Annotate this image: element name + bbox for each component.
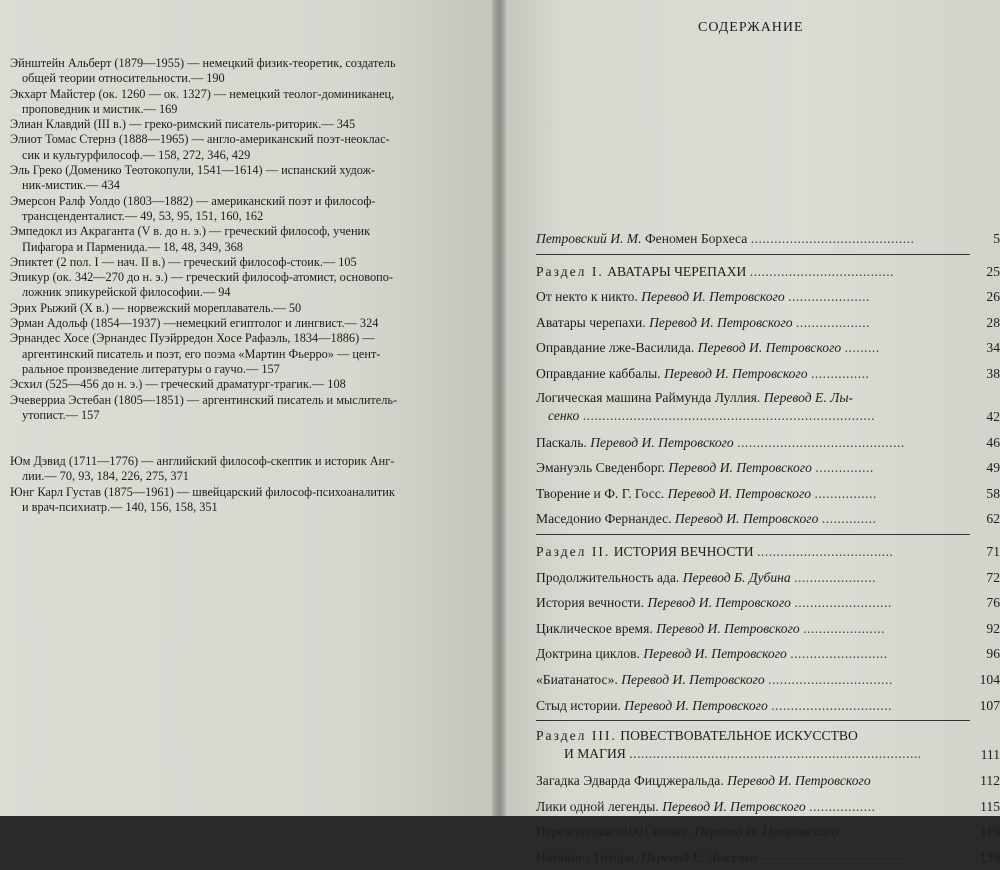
toc-page-number: 71 [986, 543, 1000, 559]
index-line: Эмпедокл из Акраганта (V в. до н. э.) — греческий философ, ученик [10, 224, 371, 239]
toc-row [536, 361, 1000, 387]
toc-translator: Перевод Е. Лы- [763, 389, 854, 405]
toc-row [536, 641, 1000, 667]
index-entry [10, 331, 480, 377]
toc-translator: Перевод И. Петровского [643, 646, 787, 662]
index-line: Элиан Клавдий (III в.) — греко-римский писатель-риторик.— 345 [10, 117, 356, 132]
toc-leader-dots: ........................................................................... [582, 407, 876, 423]
toc-row [536, 310, 1000, 336]
toc-title: СОДЕРЖАНИЕ [698, 20, 804, 35]
toc-row [536, 768, 1000, 794]
toc-leader-dots: ..................................... [749, 263, 895, 279]
toc-page-number: 107 [979, 697, 1000, 713]
toc-entry-title: Лики одной легенды. [536, 798, 659, 814]
toc-leader-dots: ......... [841, 824, 877, 840]
toc-section-label: Раздел III. [536, 728, 617, 744]
toc-translator: Перевод И. Петровского [727, 773, 871, 789]
toc-leader-dots: ...................................... [760, 849, 909, 865]
index-entry [10, 117, 480, 132]
toc-page-number: 112 [980, 773, 1000, 789]
toc-leader-dots: ..................... [788, 289, 870, 305]
index-line: ральное произведение литературы о гаучо.— 157 [22, 361, 280, 376]
toc-leader-dots: ........................................... [737, 434, 905, 450]
toc-row [536, 565, 1000, 591]
toc-translator: Перевод И. Петровского [647, 595, 791, 611]
toc-entry-title: Переводчики «1001 ночи». [536, 824, 692, 840]
toc-leader-dots: ..................... [794, 569, 876, 585]
toc-row [536, 667, 1000, 693]
toc-entry-title: История вечности. [536, 595, 645, 611]
toc-entry-title: Творение и Ф. Г. Госс. [536, 485, 665, 501]
toc-row [536, 430, 1000, 456]
index-line: сик и культурфилософ.— 158, 272, 346, 429 [22, 147, 251, 162]
toc-entry-title: Продолжительность ада. [536, 569, 680, 585]
toc-translator: Перевод И. Петровского [590, 434, 734, 450]
index-line: Юнг Карл Густав (1875—1961) — швейцарский философ-психоаналитик [10, 484, 395, 499]
toc-translator: сенко [548, 407, 580, 423]
toc-translator: Перевод И. Петровского [697, 340, 842, 356]
index-line: Эрих Рыжий (X в.) — норвежский мореплаватель.— 50 [10, 300, 302, 315]
toc-row [536, 284, 1000, 310]
index-line: Эмерсон Ралф Уолдо (1803—1882) — американский поэт и философ- [10, 193, 376, 208]
index-line: утопист.— 157 [22, 407, 100, 422]
index-entry [10, 316, 480, 331]
index-entry [10, 224, 480, 255]
toc-leader-dots: .............. [821, 511, 877, 527]
index-entry [10, 301, 480, 316]
toc-leader-dots: ............................... [771, 697, 893, 713]
toc-page-number: 115 [980, 798, 1000, 814]
toc-page-number: 96 [986, 646, 1000, 662]
toc-entry-title: Логическая машина Раймунда Луллия. [536, 389, 761, 405]
index-line: ложник эпикурейской философии.— 94 [22, 285, 231, 300]
index-entry [10, 270, 480, 301]
toc-page-number: 46 [986, 434, 1000, 450]
toc-row [536, 481, 1000, 507]
toc-leader-dots: ................. [809, 798, 876, 814]
section-rule [536, 720, 970, 721]
toc-entry-title: Аватары черепахи. [536, 314, 646, 330]
index-line: Эпикур (ок. 342—270 до н. э.) — греческий философ-атомист, основопо- [10, 270, 393, 285]
index-entry [10, 87, 480, 118]
toc-section-title: ИСТОРИЯ ВЕЧНОСТИ [613, 543, 754, 559]
toc-section-label: Раздел I. [536, 263, 604, 279]
toc-section-title: И МАГИЯ [564, 746, 626, 762]
index-line: общей теории относительности.— 190 [22, 71, 225, 86]
toc-page-number: 28 [986, 314, 1000, 330]
toc-entry-title: Оправдание лже-Василида. [536, 340, 695, 356]
toc-page-number: 104 [979, 671, 1000, 687]
toc-translator: Перевод И. Петровского [624, 697, 768, 713]
toc-entry-title: Эмануэль Сведенборг. [536, 460, 665, 476]
toc-translator: Перевод И. Петровского [668, 460, 812, 476]
toc-translator: Перевод И. Петровского [674, 511, 819, 527]
index-line: трансценденталист.— 49, 53, 95, 151, 160, 162 [22, 208, 264, 223]
toc-entry-title: Маседонио Фернандес. [536, 511, 672, 527]
toc-page-number: 139 [979, 849, 1000, 865]
index-entry [10, 485, 480, 516]
index-entry [10, 194, 480, 225]
left-page [0, 0, 498, 816]
toc-section-title: АВАТАРЫ ЧЕРЕПАХИ [607, 263, 747, 279]
toc-leader-dots: ................................... [757, 543, 894, 559]
toc-translator: Перевод И. Петровского [649, 314, 793, 330]
toc-page-number: 38 [986, 365, 1000, 381]
toc-row [536, 387, 1000, 430]
toc-leader-dots: ................ [814, 485, 877, 501]
toc-page-number: 42 [986, 408, 1000, 424]
toc-section-label: Раздел II. [536, 543, 611, 559]
toc-page-number: 76 [986, 595, 1000, 611]
toc-section-row [536, 259, 1000, 285]
toc-page-number: 49 [986, 460, 1000, 476]
toc-row [536, 819, 1000, 845]
toc-translator: Перевод И. Петровского [694, 824, 839, 840]
index-line: Эйнштейн Альберт (1879—1955) — немецкий физик-теоретик, создатель [10, 56, 396, 70]
toc-entry-title: Доктрина циклов. [536, 646, 640, 662]
index-line: Экхарт Майстер (ок. 1260 — ок. 1327) — немецкий теолог-доминиканец, [10, 86, 395, 101]
toc-page-number: 25 [986, 263, 1000, 279]
toc-leader-dots: ........................................................................... [629, 746, 922, 762]
toc-entry-title: Стыд истории. [536, 697, 621, 713]
toc-translator: Перевод И. Петровского [662, 798, 806, 814]
index-line: Юм Дэвид (1711—1776) — английский философ-скептик и историк Анг- [10, 454, 395, 469]
index-line: проповедник и мистик.— 169 [22, 101, 178, 116]
toc-page-number: 92 [986, 620, 1000, 636]
toc-leader-dots: ..................... [803, 620, 885, 636]
toc-page-number: 5 [993, 231, 1000, 246]
index-entry [10, 132, 480, 163]
toc-leader-dots: ............... [815, 460, 874, 476]
toc-entry-title: От некто к никто. [536, 289, 638, 305]
toc-row [536, 616, 1000, 642]
toc-row [536, 693, 1000, 719]
index-line: Эрман Адольф (1854—1937) —немецкий египтолог и лингвист.— 324 [10, 316, 379, 331]
toc-author: Петровский И. М. [536, 231, 642, 246]
toc-entry-title: Натаниел Готорн. [536, 849, 638, 865]
toc-section-row [536, 539, 1000, 565]
toc-leader-dots: ................... [795, 314, 871, 330]
toc-entry-title: Циклическое время. [536, 620, 653, 636]
index-entry [10, 393, 480, 424]
index-line: Эсхил (525—456 до н. э.) — греческий драматург-трагик.— 108 [10, 377, 346, 392]
toc-page-number: 119 [980, 824, 1000, 840]
toc-leader-dots: ............... [810, 365, 870, 381]
table-of-contents [536, 226, 1000, 870]
toc-leader-dots: ................................ [768, 671, 893, 687]
toc-row [536, 226, 1000, 252]
toc-translator: Перевод И. Петровского [641, 289, 785, 305]
name-index [10, 56, 480, 515]
toc-leader-dots: .......................................... [750, 231, 915, 246]
toc-translator: Перевод И. Петровского [621, 671, 765, 687]
toc-entry-title: Феномен Борхеса [644, 231, 748, 246]
toc-leader-dots: ......... [844, 340, 880, 356]
index-line: ник-мистик.— 434 [22, 178, 120, 193]
index-line: Эль Греко (Доменико Теотокопули, 1541—1614) — испанский худож- [10, 163, 376, 178]
toc-page-number: 26 [986, 289, 1000, 305]
toc-entry-title: «Биатанатос». [536, 671, 618, 687]
toc-page-number: 34 [986, 340, 1000, 356]
toc-leader-dots: ......................... [790, 646, 888, 662]
section-gap [10, 423, 480, 454]
toc-row [536, 845, 1000, 870]
index-entry [10, 454, 480, 485]
section-rule [536, 254, 970, 255]
toc-row [536, 590, 1000, 616]
toc-page-number: 72 [986, 569, 1000, 585]
toc-row [536, 794, 1000, 820]
toc-page-number: 62 [986, 511, 1000, 527]
toc-translator: Перевод И. Петровского [656, 620, 800, 636]
index-line: Эпиктет (2 пол. I — нач. II в.) — греческий философ-стоик.— 105 [10, 254, 357, 269]
toc-entry-title: Оправдание каббалы. [536, 365, 661, 381]
toc-translator: Перевод Б. Дубина [682, 569, 791, 585]
right-page [506, 0, 1000, 865]
toc-row [536, 506, 1000, 532]
toc-leader-dots: ......................... [794, 595, 892, 611]
toc-entry-title: Загадка Эдварда Фицджеральда. [536, 773, 724, 789]
index-line: и врач-психиатр.— 140, 156, 158, 351 [22, 500, 218, 515]
toc-page-number: 58 [986, 485, 1000, 501]
toc-section-title: ПОВЕСТВОВАТЕЛЬНОЕ ИСКУССТВО [620, 728, 858, 744]
toc-translator: Перевод И. Петровского [664, 365, 808, 381]
toc-row [536, 335, 1000, 361]
toc-row [536, 455, 1000, 481]
index-line: Элиот Томас Стернз (1888—1965) — англо-американский поэт-неоклас- [10, 132, 390, 147]
index-line: Эрнандес Хосе (Эрнандес Пуэйрредон Хосе Рафаэль, 1834—1886) — [10, 331, 375, 346]
index-entry [10, 163, 480, 194]
index-entry [10, 255, 480, 270]
index-line: аргентинский писатель и поэт, его поэма «Мартин Фьерро» — цент- [22, 346, 381, 361]
index-line: Пифагора и Парменида.— 18, 48, 349, 368 [22, 239, 243, 254]
toc-translator: Перевод И. Петровского [667, 485, 812, 501]
section-rule [536, 534, 970, 535]
index-entry [10, 56, 480, 87]
index-line: Эчеверриа Эстебан (1805—1851) — аргентинский писатель и мыслитель- [10, 392, 398, 407]
toc-page-number: 111 [980, 747, 1000, 763]
toc-entry-title: Паскаль. [536, 434, 587, 450]
index-entry [10, 377, 480, 392]
index-line: лии.— 70, 93, 184, 226, 275, 371 [22, 469, 189, 484]
toc-section-row [536, 725, 1000, 768]
toc-translator: Перевод Е. Лысенко [641, 849, 758, 865]
